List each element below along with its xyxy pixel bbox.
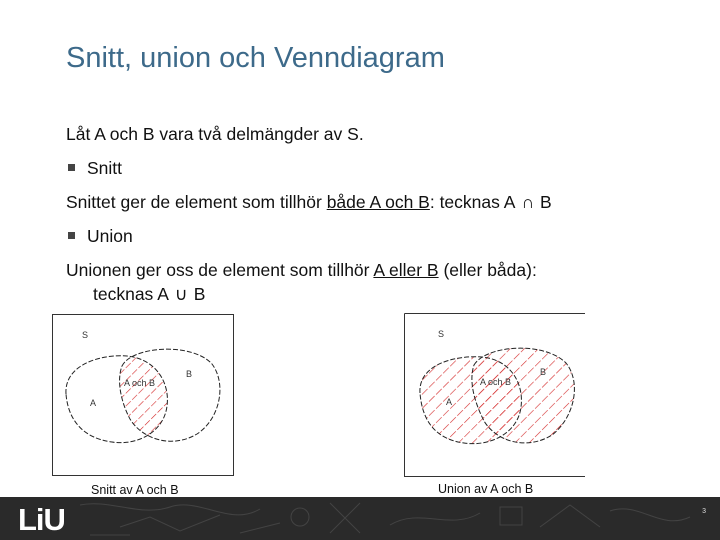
intro-text: Låt A och B vara två delmängder av S. xyxy=(66,124,364,144)
bullet-square-icon xyxy=(68,164,75,171)
footer-bar xyxy=(0,497,720,540)
page-number: 3 xyxy=(702,508,706,515)
slide-title: Snitt, union och Venndiagram xyxy=(66,42,445,74)
label-s: S xyxy=(82,330,89,340)
snitt-text-underlined: både A och B xyxy=(326,192,430,212)
label-a: A xyxy=(446,397,453,407)
snitt-definition xyxy=(66,192,552,213)
snitt-text-post: B xyxy=(540,192,552,212)
bullet-union xyxy=(68,226,133,247)
snitt-text-pre: Snittet ger de element som tillhör xyxy=(66,192,327,212)
caption-snitt: Snitt av A och B xyxy=(91,483,179,497)
footer-pattern xyxy=(0,497,720,540)
bullet-snitt xyxy=(68,158,122,179)
union-line2-pre: tecknas A xyxy=(93,284,169,304)
union-text-post: (eller båda): xyxy=(438,260,537,280)
union-symbol: ∪ xyxy=(174,284,188,304)
bullet-square-icon xyxy=(68,232,75,239)
label-ab: A och B xyxy=(480,377,512,387)
union-text-underlined: A eller B xyxy=(373,260,439,280)
union-line2-post: B xyxy=(193,284,206,304)
intersection-hatch xyxy=(120,349,220,441)
union-text-pre: Unionen ger oss de element som tillhör xyxy=(66,260,374,280)
label-b: B xyxy=(540,367,547,377)
label-b: B xyxy=(186,369,193,379)
union-definition-line1 xyxy=(66,260,537,281)
venn-diagram-union xyxy=(404,313,586,477)
union-definition-line2 xyxy=(93,284,205,305)
bullet-snitt-label: Snitt xyxy=(87,158,123,178)
label-a: A xyxy=(90,398,97,408)
venn-diagram-snitt xyxy=(52,314,234,476)
snitt-text-mid: : tecknas A xyxy=(429,192,516,212)
intersection-symbol: ∩ xyxy=(521,192,535,212)
label-s: S xyxy=(438,329,445,339)
bullet-union-label: Union xyxy=(87,226,133,246)
caption-union: Union av A och B xyxy=(438,482,534,496)
label-ab: A och B xyxy=(124,378,156,388)
liu-logo: LiU xyxy=(18,502,65,537)
